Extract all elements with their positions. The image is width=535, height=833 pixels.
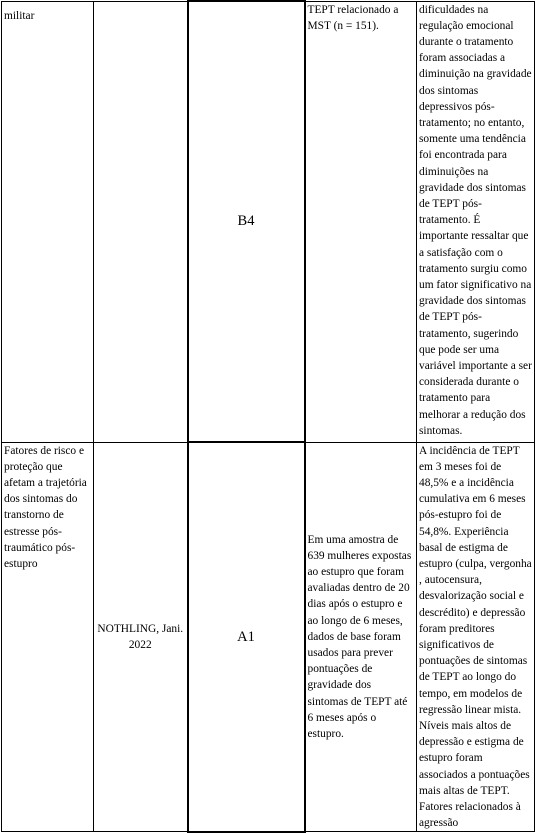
evidence-level-cell [188,442,305,832]
results-text: dificuldades na regulação emocional durante o tratamento foram associadas a diminuição na gravidade dos sintomas depressivos pós-tratamento; no entanto, somente uma tendência foi encontrada para diminuições na gravidade dos sintomas de TEPT pós-tratamento. É importante ressaltar que a satisfação com o tratamento surgiu como um fator significativo na gravidade dos sintomas de TEPT pós-tratamento, sugerindo que pode ser uma variável importante a ser considerada durante o tratamento para melhorar a redução dos sintomas. [419,3,532,437]
results-cell [417,1,535,442]
author-cell [94,1,188,442]
evidence-level-text: A1 [237,628,255,645]
sample-cell [305,1,417,442]
studies-table [1,0,535,833]
results-text: A incidência de TEPT em 3 meses foi de 48,5% e a incidência cumulativa em 6 meses pós-estupro foi de 54,8%. Experiência basal de estigma de estupro (culpa, vergonha , autocensura, desvalorização social e descrédito) e depressão foram preditores significativos de pontuações de sintomas de TEPT ao longo do tempo, em modelos de regressão linear mista. Níveis mais altos de depressão e estigma de estupro foram associados a pontuações mais altas de TEPT. Fatores relacionados à agressão [419,444,532,830]
theme-cell [2,1,94,442]
evidence-level-cell [188,1,305,442]
sample-text: TEPT relacionado a MST (n = 151). [307,3,399,32]
theme-cell [2,442,94,832]
theme-text: Fatores de risco e proteção que afetam a trajetória dos sintomas do transtorno de estresse pós-traumático pós-estupro [4,444,87,570]
theme-text: militar [4,9,35,22]
author-cell [94,442,188,832]
evidence-level-text: B4 [237,213,255,230]
table-row [2,442,535,832]
sample-cell [305,442,417,832]
results-cell [417,442,535,832]
sample-text: Em uma amostra de 639 mulheres expostas ao estupro que foram avaliadas dentro de 20 dias após o estupro e ao longo de 6 meses, dados de base foram usados para prever pontuações de gravidade dos sintomas de TEPT até 6 meses após o estupro. [307,533,412,741]
table-row [2,1,535,442]
author-text: NOTHLING, Jani. 2022 [97,622,184,651]
